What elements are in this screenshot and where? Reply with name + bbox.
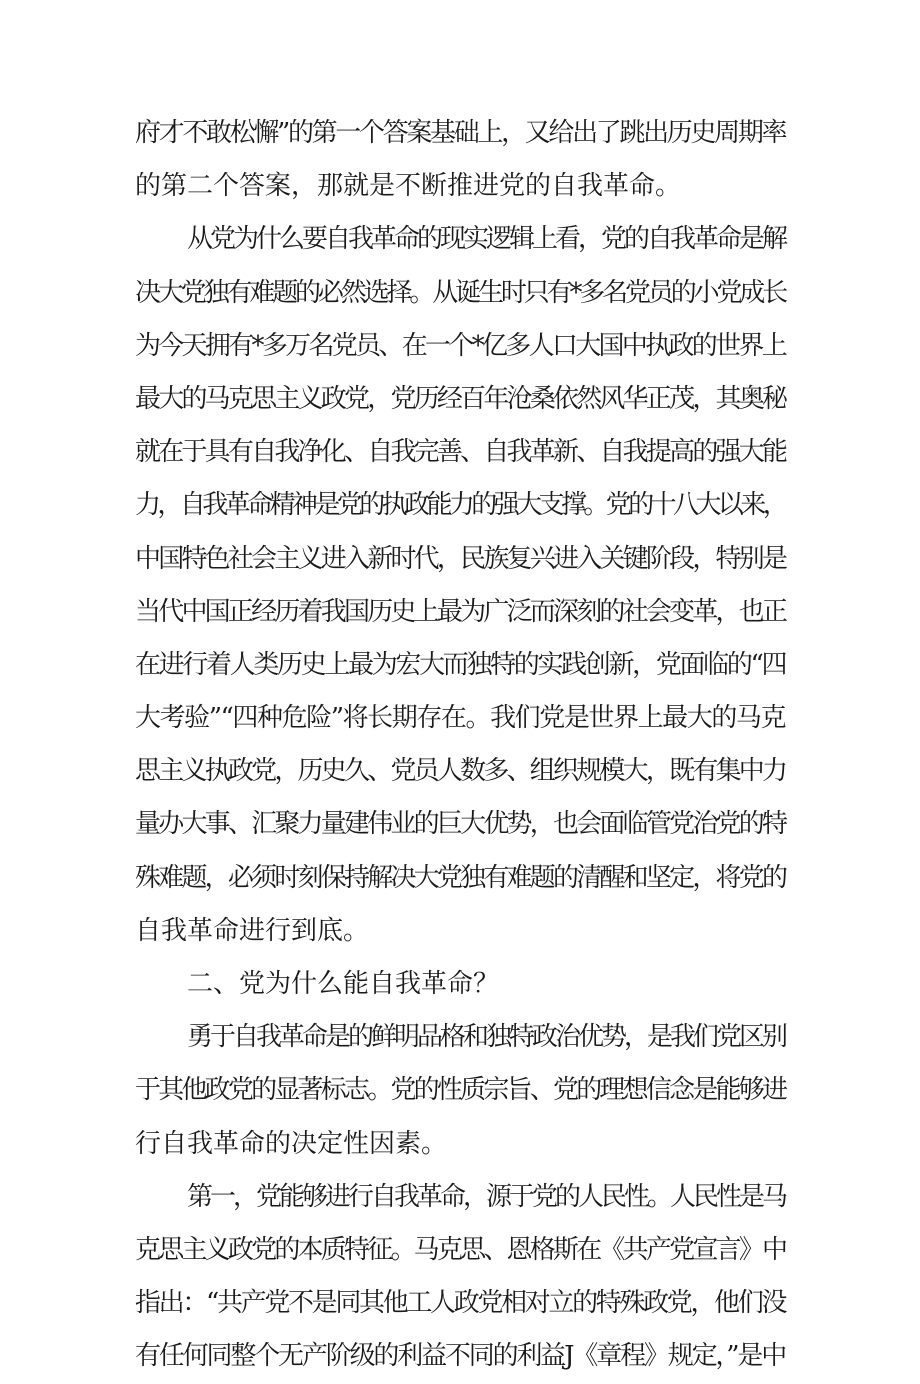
text-line: 的第二个答案，那就是不断推进党的自我革命。	[135, 171, 682, 202]
text-line: 殊难题，必须时刻保持解决大党独有难题的清醒和坚定，将党的	[135, 862, 785, 893]
document-body	[135, 107, 785, 1384]
text-line: 第一，党能够进行自我革命，源于党的人民性。人民性是马	[187, 1181, 786, 1212]
text-line: 为今天拥有*多万名党员、在一个*亿多人口大国中执政的世界上	[135, 330, 785, 361]
text-line: 量办大事、汇聚力量建伟业的巨大优势，也会面临管党治党的特	[135, 809, 785, 840]
text-line: 力，自我革命精神是党的执政能力的强大支撑。党的十八大以来，	[135, 490, 785, 521]
text-line: 指出：“共产党不是同其他工人政党相对立的特殊政党，他们没	[135, 1288, 785, 1319]
text-line: 决大党独有难题的必然选择。从诞生时只有*多名党员的小党成长	[135, 277, 785, 308]
text-line: 从党为什么要自我革命的现实逻辑上看，党的自我革命是解	[187, 224, 786, 255]
text-line: 在进行着人类历史上最为宏大而独特的实践创新，党面临的“四	[135, 649, 785, 680]
text-line: 克思主义政党的本质特征。马克思、恩格斯在《共产党宣言》中	[135, 1234, 785, 1265]
text-line: 于其他政党的显著标志。党的性质宗旨、党的理想信念是能够进	[135, 1075, 785, 1106]
text-line: 就在于具有自我净化、自我完善、自我革新、自我提高的强大能	[135, 437, 785, 468]
text-line: 二、党为什么能自我革命？	[187, 969, 500, 999]
text-line: 有任何同整个无产阶级的利益不同的利益J《章程》规定，”是中	[135, 1341, 785, 1372]
text-line: 当代中国正经历着我国历史上最为广泛而深刻的社会变革，也正	[135, 596, 785, 627]
text-line: 大考验”“四种危险”将长期存在。我们党是世界上最大的马克	[135, 703, 785, 734]
text-line: 府才不敢松懈”的第一个答案基础上，又给出了跳出历史周期率	[135, 118, 785, 148]
text-line: 自我革命进行到底。	[135, 915, 370, 946]
text-line: 勇于自我革命是的鲜明品格和独特政治优势，是我们党区别	[187, 1022, 786, 1053]
text-line: 中国特色社会主义进入新时代，民族复兴进入关键阶段，特别是	[135, 543, 785, 574]
text-line: 最大的马克思主义政党，党历经百年沧桑依然风华正茂，其奥秘	[135, 383, 785, 414]
text-line: 思主义执政党，历史久、党员人数多、组织规模大，既有集中力	[135, 756, 785, 787]
text-line: 行自我革命的决定性因素。	[135, 1128, 448, 1159]
